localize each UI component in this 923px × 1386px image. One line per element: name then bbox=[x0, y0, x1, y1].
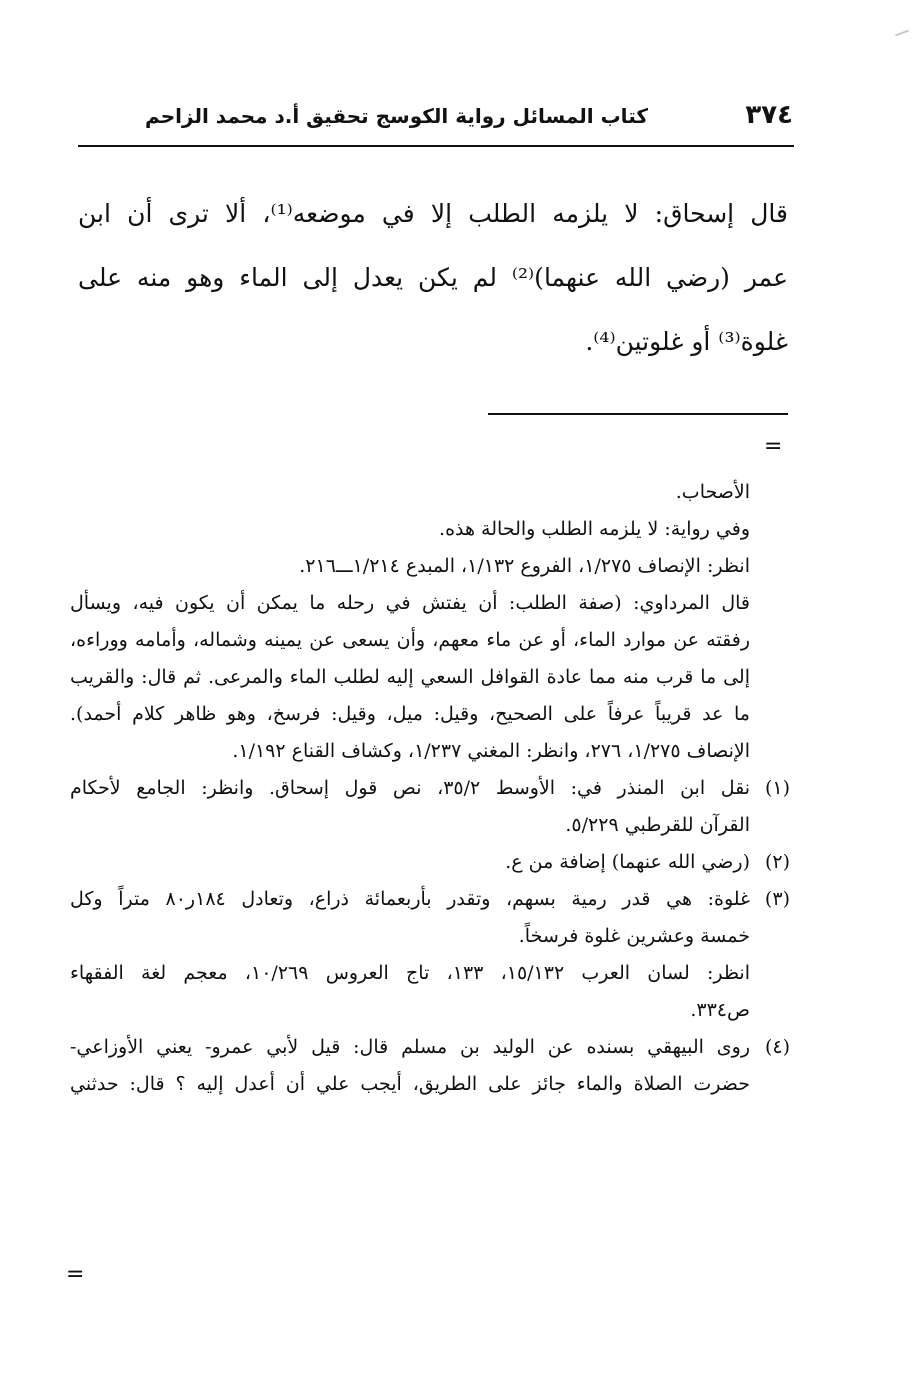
footnote-2 bbox=[70, 844, 790, 881]
footnote-3 bbox=[70, 881, 790, 1029]
main-text-line: قال إسحاق: لا يلزمه الطلب إلا في موضعه⁽¹⁾، ألا ترى أن ابن bbox=[78, 199, 788, 228]
page-number: ٣٧٤ bbox=[745, 100, 793, 130]
footnote-line bbox=[70, 881, 790, 918]
footnote-line bbox=[70, 770, 790, 807]
footnote-text: روى البيهقي بسنده عن الوليد بن مسلم قال: قيل لأبي عمرو- يعني الأوزاعي- bbox=[70, 1036, 750, 1058]
footnote-line: انظر: الإنصاف ١/٢٧٥، الفروع ١/١٣٢، المبدع ١/٢١٤ـــ٢١٦. bbox=[299, 555, 750, 577]
footnote-line bbox=[70, 1029, 790, 1066]
footnote-line: قال المرداوي: (صفة الطلب: أن يفتش في رحله ما يمكن أن يكون فيه، ويسأل bbox=[70, 592, 750, 614]
footnote-4 bbox=[70, 1029, 790, 1103]
footnote-number: (٤) bbox=[764, 1036, 790, 1058]
footnote-line: خمسة وعشرين غلوة فرسخاً. bbox=[518, 925, 750, 947]
footnote-line: الإنصاف ١/٢٧٥، ٢٧٦، وانظر: المغني ١/٢٣٧، وكشاف القناع ١/١٩٢. bbox=[232, 740, 750, 762]
footnote-line: ما عد قريباً عرفاً على الصحيح، وقيل: ميل، وقيل: فرسخ، وهو ظاهر كلام أحمد). bbox=[70, 703, 750, 725]
footnote-line bbox=[70, 844, 790, 881]
footnote-carryover bbox=[70, 474, 790, 770]
footnote-line: حضرت الصلاة والماء جائز على الطريق، أيجب علي أن أعدل إليه ؟ قال: حدثني bbox=[70, 1073, 750, 1095]
footnote-line: الأصحاب. bbox=[675, 481, 750, 503]
page-header bbox=[78, 100, 793, 140]
footnote-line: القرآن للقرطبي ٥/٢٢٩. bbox=[565, 814, 750, 836]
footnote-line: وفي رواية: لا يلزمه الطلب والحالة هذه. bbox=[439, 518, 750, 540]
running-title: كتاب المسائل رواية الكوسج تحقيق أ.د محمد الزاحم bbox=[145, 104, 648, 128]
footnote-text: (رضي الله عنهما) إضافة من ع. bbox=[505, 851, 750, 873]
footnote-number: (٣) bbox=[764, 888, 790, 910]
header-rule bbox=[78, 145, 794, 147]
footnote-1 bbox=[70, 770, 790, 844]
continuation-mark-top: = bbox=[764, 434, 783, 459]
pencil-mark bbox=[895, 30, 909, 37]
main-text-line: عمر (رضي الله عنهما)⁽²⁾ لم يكن يعدل إلى الماء وهو منه على bbox=[78, 263, 788, 292]
footnote-text: غلوة: هي قدر رمية بسهم، وتقدر بأربعمائة ذراع، وتعادل ١٨٤ر٨٠ متراً وكل bbox=[70, 888, 750, 910]
main-text bbox=[78, 182, 788, 374]
footnote-text: نقل ابن المنذر في: الأوسط ٣٥/٢، نص قول إسحاق. وانظر: الجامع لأحكام bbox=[70, 777, 750, 799]
main-text-line: غلوة⁽³⁾ أو غلوتين⁽⁴⁾. bbox=[585, 327, 788, 356]
footnote-line: انظر: لسان العرب ١٥/١٣٢، ١٣٣، تاج العروس ١٠/٢٦٩، معجم لغة الفقهاء bbox=[70, 962, 751, 984]
footnote-separator bbox=[488, 413, 788, 415]
footnote-number: (٢) bbox=[764, 851, 790, 873]
footnote-line: رفقته عن موارد الماء، أو عن ماء معهم، وأن يسعى عن يمينه وشماله، وأمامه ووراءه، bbox=[70, 629, 750, 651]
footnote-line: ص٣٣٤. bbox=[690, 999, 750, 1021]
footnote-line: إلى ما قرب منه مما عادة القوافل السعي إليه لطلب الماء والمرعى. ثم قال: والقريب bbox=[70, 666, 750, 688]
footnotes bbox=[70, 474, 790, 1103]
footnote-number: (١) bbox=[764, 777, 790, 799]
continuation-mark-bottom: = bbox=[66, 1262, 85, 1287]
